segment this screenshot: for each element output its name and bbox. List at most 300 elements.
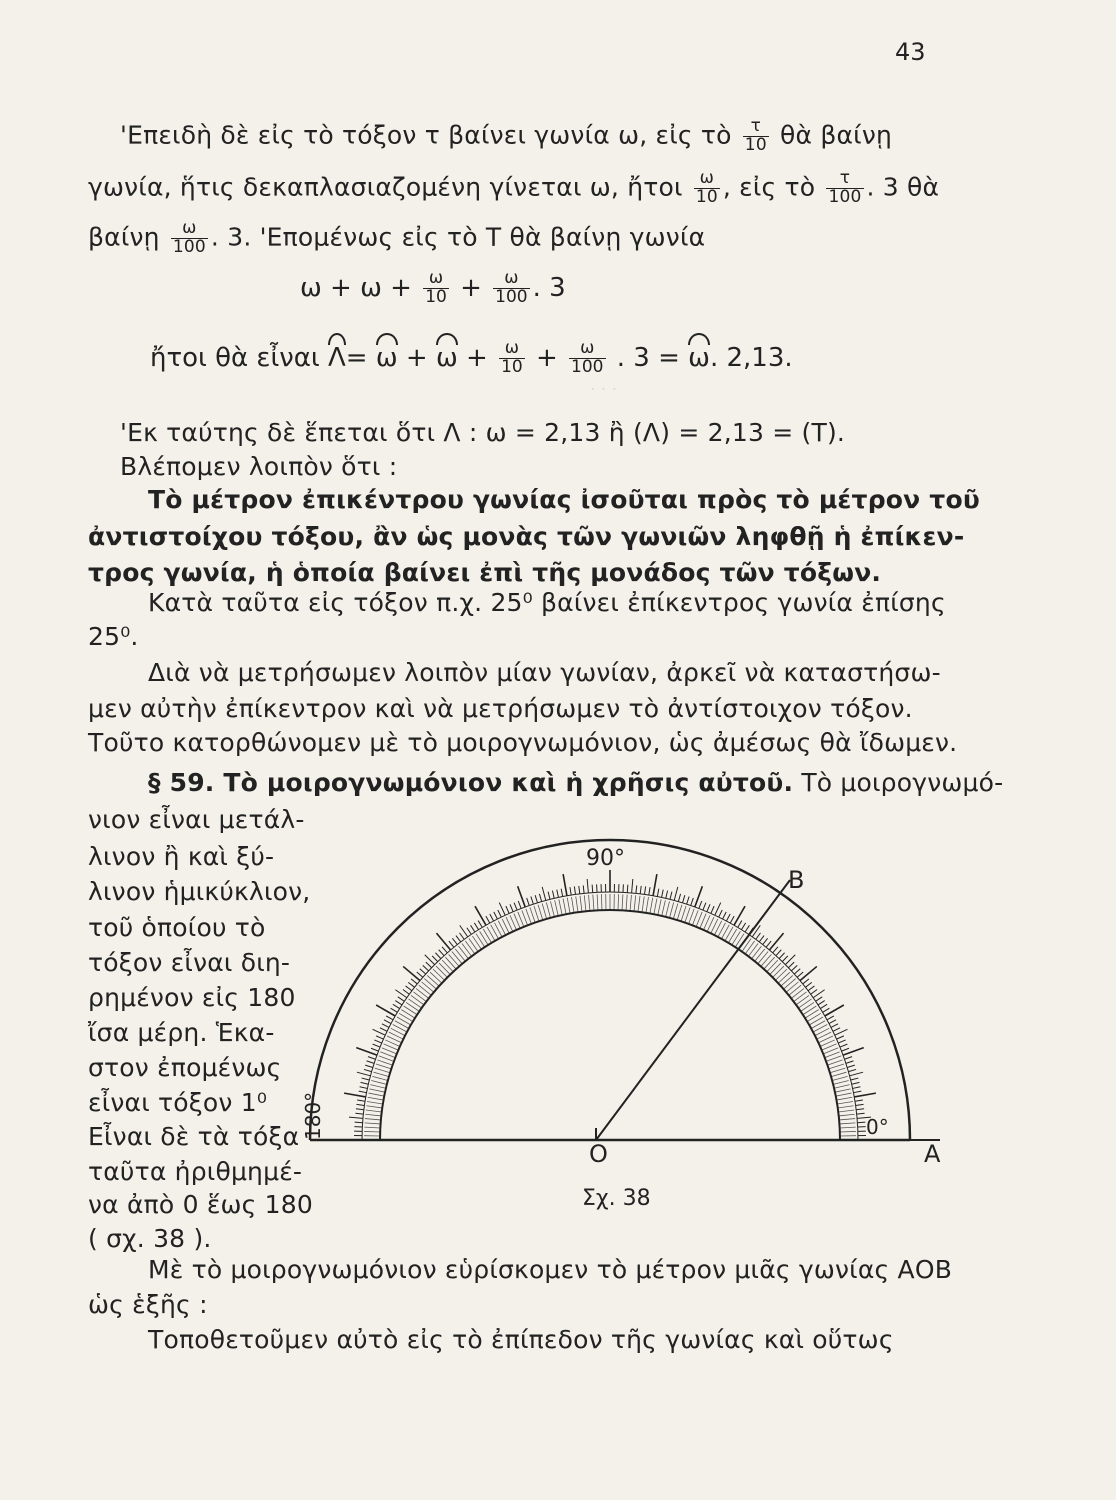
inner-hatch	[634, 895, 636, 911]
inner-hatch	[809, 1017, 823, 1025]
degree-tick	[398, 997, 405, 1001]
degree-tick	[531, 897, 533, 905]
text: +	[535, 342, 558, 373]
inner-hatch	[430, 972, 442, 983]
degree-tick	[478, 921, 482, 928]
inner-hatch	[745, 941, 754, 954]
frac-den: 100	[495, 286, 528, 307]
inner-hatch	[775, 969, 787, 980]
degree-tick	[403, 990, 409, 995]
side-line: τοῦ ὁποίου τὸ	[88, 913, 266, 942]
inner-hatch	[646, 897, 649, 913]
inner-hatch	[654, 899, 657, 915]
degree-tick	[486, 916, 490, 923]
inner-hatch	[794, 992, 807, 1002]
degree-tick	[439, 950, 444, 956]
inner-hatch	[439, 963, 450, 975]
inner-hatch	[840, 1131, 856, 1132]
inner-hatch	[376, 1064, 391, 1069]
fraction	[694, 170, 720, 207]
inner-hatch	[728, 929, 736, 943]
inner-hatch	[375, 1068, 390, 1073]
text: 'Επειδὴ δὲ εἰς τὸ τόξον τ βαίνει γωνία ω, εἰς τὸ	[120, 120, 732, 150]
degree-tick	[657, 889, 659, 897]
degree-tick	[432, 956, 438, 962]
fraction	[569, 340, 605, 377]
end-line-3: Τοποθετοῦμεν αὐτὸ εἰς τὸ ἐπίπεδον τῆς γωνίας καὶ οὕτως	[148, 1325, 894, 1354]
kata-line-1: Κατὰ ταῦτα εἰς τόξον π.χ. 25⁰ βαίνει ἐπίκεντρος γωνία ἐπίσης	[148, 588, 946, 617]
degree-tick	[853, 1091, 861, 1093]
label-O: O	[589, 1140, 608, 1168]
degree-tick	[357, 1072, 371, 1076]
degree-tick	[695, 886, 703, 907]
degree-tick	[574, 886, 575, 894]
degree-tick	[344, 1093, 366, 1097]
degree-tick	[557, 890, 559, 898]
inner-hatch	[838, 1106, 854, 1108]
inner-hatch	[538, 905, 543, 920]
inner-hatch	[408, 999, 421, 1008]
inner-hatch	[379, 1056, 394, 1061]
degree-tick	[365, 1065, 373, 1067]
degree-tick	[498, 910, 502, 917]
degree-tick	[848, 1069, 856, 1071]
text: ἤτοι θὰ εἶναι	[150, 342, 320, 373]
inner-hatch	[778, 972, 790, 983]
inner-hatch	[483, 929, 491, 943]
frac-num: τ	[743, 118, 769, 137]
degree-tick	[542, 887, 546, 901]
inner-hatch	[366, 1110, 382, 1112]
side-line: ( σχ. 38 ).	[88, 1224, 212, 1253]
degree-tick	[734, 906, 745, 925]
degree-tick	[539, 894, 541, 902]
inner-hatch	[839, 1114, 855, 1116]
degree-tick	[723, 912, 727, 919]
side-line: ἴσα μέρη. Ἑκα-	[88, 1018, 275, 1047]
degree-tick	[837, 1036, 844, 1039]
degree-tick	[583, 885, 584, 893]
inner-hatch	[452, 952, 462, 964]
section-title: § 59. Τὸ μοιρογνωμόνιον καὶ ἡ χρῆσις αὐτοῦ.	[148, 768, 794, 797]
degree-tick	[494, 912, 498, 919]
angle-symbol: ω	[688, 342, 710, 373]
degree-tick	[527, 898, 530, 906]
degree-tick	[636, 885, 637, 893]
degree-tick	[490, 914, 494, 921]
degree-tick	[435, 953, 440, 959]
inner-hatch	[563, 899, 566, 915]
inner-hatch	[476, 934, 485, 947]
text: , εἰς τὸ	[722, 172, 816, 202]
dia-line-3: Τοῦτο κατορθώνομεν μὲ τὸ μοιρογνωμόνιον, ὡς ἀμέσως θὰ ἴδωμεν.	[88, 728, 958, 757]
inner-hatch	[789, 985, 801, 995]
text: +	[460, 272, 482, 303]
frac-num: ω	[499, 340, 525, 359]
degree-tick	[823, 1008, 830, 1012]
degree-tick	[800, 966, 817, 980]
degree-tick	[857, 1113, 865, 1114]
inner-hatch	[427, 975, 439, 986]
inner-hatch	[622, 894, 623, 910]
degree-tick	[715, 903, 721, 916]
dia-line-2: μεν αὐτὴν ἐπίκεντρον καὶ νὰ μετρήσωμεν τὸ ἀντίστοιχον τόξον.	[88, 694, 913, 723]
degree-tick	[368, 1057, 376, 1060]
inner-hatch	[666, 901, 670, 917]
frac-num: τ	[826, 170, 863, 189]
inner-hatch	[752, 946, 762, 959]
inner-hatch	[399, 1013, 413, 1021]
degree-tick	[759, 936, 764, 942]
inner-hatch	[732, 931, 740, 945]
degree-tick	[471, 925, 475, 932]
frac-num: ω	[569, 340, 605, 359]
degree-tick	[843, 1048, 864, 1056]
degree-tick	[548, 892, 550, 900]
degree-tick	[393, 1004, 400, 1008]
degree-tick	[674, 887, 678, 901]
degree-tick	[374, 1040, 381, 1043]
degree-tick	[640, 886, 641, 894]
side-line: ρημένον εἰς 180	[88, 983, 296, 1012]
inner-hatch	[764, 957, 775, 969]
degree-tick	[846, 1061, 854, 1063]
degree-tick	[356, 1048, 377, 1056]
degree-tick	[535, 895, 537, 903]
label-0: 0°	[866, 1115, 889, 1139]
side-line: να ἀπὸ 0 ἕως 180	[88, 1190, 314, 1219]
degree-tick	[719, 910, 723, 917]
inner-hatch	[650, 898, 653, 914]
inner-hatch	[748, 944, 758, 957]
degree-tick	[373, 1044, 380, 1047]
inner-hatch	[838, 1110, 854, 1112]
degree-tick	[382, 1024, 389, 1028]
inner-hatch	[618, 894, 619, 910]
degree-tick	[847, 1065, 855, 1067]
degree-tick	[829, 1020, 836, 1024]
degree-tick	[683, 895, 685, 903]
inner-hatch	[406, 1002, 419, 1011]
degree-tick	[766, 941, 771, 947]
inner-hatch	[414, 992, 427, 1002]
side-line: λινον ἡμικύκλιον,	[88, 877, 311, 906]
degree-tick	[769, 933, 783, 950]
figure-caption: Σχ. 38	[582, 1186, 651, 1211]
inner-hatch	[836, 1093, 852, 1096]
degree-tick	[856, 1104, 864, 1105]
degree-tick	[855, 1100, 863, 1101]
text: +	[466, 342, 488, 373]
inner-hatch	[826, 1056, 841, 1061]
degree-tick	[436, 933, 450, 950]
inner-hatch	[370, 1085, 386, 1089]
frac-den: 100	[571, 356, 604, 377]
inner-hatch	[365, 1119, 381, 1120]
inner-hatch	[589, 895, 590, 911]
inner-hatch	[839, 1123, 855, 1124]
inner-hatch	[722, 925, 730, 939]
text: . 3 =	[616, 342, 680, 373]
inner-hatch	[834, 1085, 850, 1089]
inner-hatch	[837, 1097, 853, 1100]
degree-tick	[371, 1048, 378, 1051]
side-line: Εἶναι δὲ τὰ τόξα	[88, 1122, 300, 1151]
inner-hatch	[835, 1089, 851, 1092]
end-line-1: Μὲ τὸ μοιρογνωμόνιον εὑρίσκομεν τὸ μέτρον μιᾶς γωνίας ΑΟΒ	[148, 1255, 953, 1284]
inner-hatch	[805, 1010, 819, 1018]
inner-hatch	[462, 944, 472, 957]
frac-den: 10	[501, 356, 523, 377]
inner-hatch	[442, 960, 453, 972]
degree-tick	[627, 885, 628, 893]
inner-hatch	[371, 1080, 387, 1084]
degree-tick	[632, 879, 633, 893]
inner-hatch	[416, 989, 429, 999]
inner-hatch	[742, 938, 751, 951]
inner-arc	[380, 910, 840, 1140]
degree-tick	[838, 1040, 845, 1043]
inner-hatch	[369, 1093, 385, 1096]
page-number: 43	[895, 38, 926, 66]
degree-tick	[563, 874, 567, 896]
degree-tick	[842, 1048, 849, 1051]
degree-tick	[773, 947, 778, 953]
text: βαίνῃ	[88, 222, 160, 252]
inner-hatch	[718, 923, 726, 937]
degree-tick	[561, 889, 563, 897]
inner-hatch	[630, 895, 631, 911]
formula-2	[150, 340, 793, 377]
inner-hatch	[572, 897, 575, 913]
frac-num: ω	[493, 270, 529, 289]
side-line: στον ἐπομένως	[88, 1053, 282, 1082]
degree-tick	[357, 1100, 365, 1101]
inner-hatch	[374, 1072, 389, 1076]
inner-hatch	[366, 1106, 382, 1108]
inner-hatch	[803, 1006, 816, 1015]
inner-hatch	[801, 1002, 814, 1011]
inner-hatch	[395, 1021, 409, 1029]
degree-tick	[423, 965, 429, 970]
inner-hatch	[424, 979, 436, 989]
inner-hatch	[369, 1089, 385, 1092]
text: +	[405, 342, 428, 373]
inner-hatch	[576, 896, 578, 912]
degree-tick	[711, 906, 714, 913]
degree-tick	[420, 969, 426, 974]
inner-hatch	[638, 896, 640, 912]
degree-tick	[395, 1001, 402, 1005]
degree-tick	[707, 904, 710, 911]
inner-hatch	[601, 894, 602, 910]
degree-tick	[506, 906, 509, 913]
degree-tick	[408, 982, 414, 987]
inner-hatch	[411, 995, 424, 1004]
degree-tick	[730, 916, 734, 923]
inner-hatch	[784, 979, 796, 989]
inner-hatch	[530, 907, 535, 922]
degree-tick	[360, 1087, 368, 1089]
text: =	[345, 342, 368, 373]
degree-tick	[853, 1087, 861, 1089]
degree-tick	[691, 898, 694, 906]
inner-hatch	[796, 995, 809, 1004]
inner-hatch	[364, 1131, 380, 1132]
inner-hatch	[761, 954, 771, 966]
degree-tick	[741, 923, 745, 930]
inner-hatch	[472, 936, 481, 949]
inner-hatch	[831, 1072, 846, 1076]
line-blepomen: Βλέπομεν λοιπὸν ὅτι :	[120, 452, 398, 481]
inner-hatch	[725, 927, 733, 941]
inner-hatch	[626, 895, 627, 911]
degree-tick	[355, 1113, 363, 1114]
degree-tick	[687, 897, 689, 905]
inner-hatch	[480, 931, 488, 945]
degree-tick	[449, 941, 454, 947]
inner-hatch	[839, 1119, 855, 1120]
degree-tick	[666, 891, 668, 899]
degree-tick	[779, 953, 784, 959]
degree-tick	[844, 1057, 852, 1060]
inner-hatch	[367, 1102, 383, 1105]
inner-hatch	[689, 909, 694, 924]
degree-tick	[587, 879, 588, 893]
degree-tick	[803, 979, 809, 984]
bleed-through: · · ·	[590, 380, 618, 400]
degree-tick	[349, 1117, 363, 1118]
inner-hatch	[401, 1010, 415, 1018]
degree-tick	[788, 962, 794, 968]
dia-line-1: Διὰ νὰ μετρήσωμεν λοιπὸν μίαν γωνίαν, ἀρκεῖ νὰ καταστήσω-	[148, 658, 941, 687]
degree-tick	[373, 1029, 386, 1035]
inner-hatch	[832, 1076, 847, 1080]
scale-arc	[362, 892, 858, 1140]
rule-line-3: τρος γωνία, ἡ ὁποία βαίνει ἐπὶ τῆς μονάδος τῶν τόξων.	[88, 558, 882, 587]
inner-hatch	[534, 906, 539, 921]
degree-tick	[442, 947, 447, 953]
degree-tick	[791, 965, 797, 970]
degree-tick	[745, 925, 749, 932]
side-line: νιον εἶναι μετάλ-	[88, 805, 305, 834]
inner-hatch	[546, 902, 550, 917]
degree-tick	[808, 986, 814, 991]
inner-hatch	[642, 896, 644, 912]
inner-hatch	[658, 899, 661, 915]
degree-tick	[361, 1082, 369, 1084]
degree-tick	[645, 886, 646, 894]
side-line: ταῦτα ἠριθμημέ-	[88, 1157, 303, 1186]
degree-tick	[850, 1072, 864, 1076]
inner-hatch	[829, 1064, 844, 1069]
degree-tick	[367, 1061, 375, 1063]
inner-hatch	[393, 1025, 407, 1033]
degree-tick	[380, 1028, 387, 1032]
inner-hatch	[798, 999, 811, 1008]
inner-hatch	[758, 952, 768, 964]
rule-line-2: ἀντιστοίχου τόξου, ἂν ὡς μονὰς τῶν γωνιῶν ληφθῇ ἡ ἐπίκεν-	[88, 522, 965, 551]
inner-hatch	[755, 949, 765, 961]
degree-tick	[797, 972, 803, 977]
degree-tick	[857, 1122, 865, 1123]
degree-tick	[678, 894, 680, 902]
side-line: τόξον εἶναι διη-	[88, 948, 291, 977]
degree-tick	[831, 1024, 838, 1028]
para1-line1	[120, 118, 892, 155]
degree-tick	[403, 966, 420, 980]
degree-tick	[579, 886, 580, 894]
degree-tick	[384, 1020, 391, 1024]
degree-tick	[592, 885, 593, 893]
text: . 3 θὰ	[866, 172, 940, 202]
degree-tick	[376, 1036, 383, 1039]
fraction	[493, 270, 529, 307]
inner-hatch	[662, 900, 666, 916]
inner-hatch	[495, 923, 503, 937]
inner-hatch	[436, 966, 447, 977]
inner-hatch	[781, 975, 793, 986]
degree-tick	[417, 972, 423, 977]
inner-hatch	[791, 989, 804, 999]
kata-line-2: 25⁰.	[88, 622, 139, 651]
inner-hatch	[465, 941, 474, 954]
degree-tick	[794, 969, 800, 974]
degree-tick	[811, 990, 817, 995]
degree-tick	[359, 1091, 367, 1093]
inner-hatch	[368, 1097, 384, 1100]
fraction	[826, 170, 863, 207]
frac-den: 10	[695, 186, 718, 207]
degree-tick	[820, 1004, 827, 1008]
degree-tick	[510, 904, 513, 911]
inner-hatch	[459, 946, 469, 959]
text: ω + ω +	[300, 272, 412, 303]
inner-hatch	[770, 963, 781, 975]
text: . 3	[532, 272, 566, 303]
inner-hatch	[487, 927, 495, 941]
degree-tick	[835, 1029, 848, 1035]
end-line-2: ὡς ἑξῆς :	[88, 1290, 208, 1319]
inner-hatch	[597, 894, 598, 910]
inner-hatch	[593, 895, 594, 911]
inner-hatch	[584, 895, 586, 911]
inner-hatch	[567, 898, 570, 914]
inner-hatch	[419, 985, 431, 995]
degree-tick	[355, 1122, 363, 1123]
degree-tick	[805, 982, 811, 987]
fraction	[743, 118, 769, 155]
degree-tick	[818, 1001, 825, 1005]
inner-hatch	[807, 1013, 821, 1021]
degree-tick	[703, 903, 706, 910]
inner-hatch	[372, 1076, 387, 1080]
inner-hatch	[365, 1114, 381, 1116]
frac-num: ω	[694, 170, 720, 189]
text: Τὸ μοιρογνωμό-	[801, 768, 1004, 797]
inner-hatch	[555, 900, 559, 916]
degree-tick	[570, 887, 571, 895]
inner-hatch	[364, 1127, 380, 1128]
degree-tick	[356, 1109, 364, 1110]
frac-num: ω	[423, 270, 449, 289]
degree-tick	[518, 886, 526, 907]
inner-hatch	[837, 1102, 853, 1105]
degree-tick	[364, 1069, 372, 1071]
inner-hatch	[469, 938, 478, 951]
frac-den: 100	[828, 186, 862, 207]
degree-tick	[426, 962, 432, 968]
